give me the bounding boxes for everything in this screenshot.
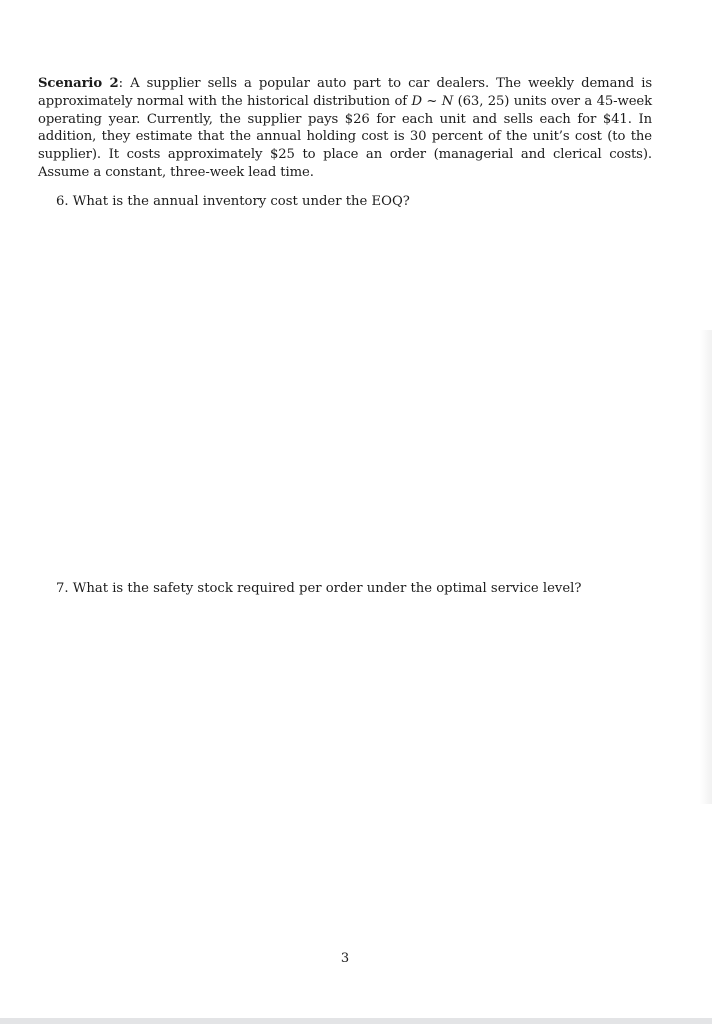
scenario-text-part-1: : A supplier sells a popular auto part to car dealers. The weekly demand is approximately normal with the historical distribution of — [38, 76, 652, 109]
question-text: What is the safety stock required per order under the optimal service level? — [72, 581, 582, 596]
scenario-paragraph — [38, 75, 652, 182]
page-number: 3 — [340, 951, 350, 966]
question-number: 7. — [56, 581, 69, 596]
demand-variable: D — [411, 93, 422, 109]
question-number: 6. — [56, 194, 69, 209]
tilde-symbol: ~ — [421, 93, 442, 109]
question-6 — [56, 193, 410, 211]
distribution-parameters: (63, 25) — [453, 93, 510, 109]
viewer-edge-shadow — [700, 330, 712, 804]
scenario-text-part-2: units over a 45-week operating year. Currently, the supplier pays $26 for each unit and sells each for $41. In addition, they estimate that the annual holding cost is 30 percent of the unit’s cost (to the supplier). It costs approximately $25 to place an order (managerial and clerical costs). Assume a constant, three-week lead time. — [38, 93, 653, 180]
scenario-label: Scenario 2 — [38, 76, 119, 91]
normal-distribution-symbol: N — [441, 93, 454, 109]
question-text: What is the annual inventory cost under the EOQ? — [72, 194, 410, 209]
viewer-bottom-bar — [0, 1018, 712, 1024]
question-7 — [56, 580, 581, 598]
